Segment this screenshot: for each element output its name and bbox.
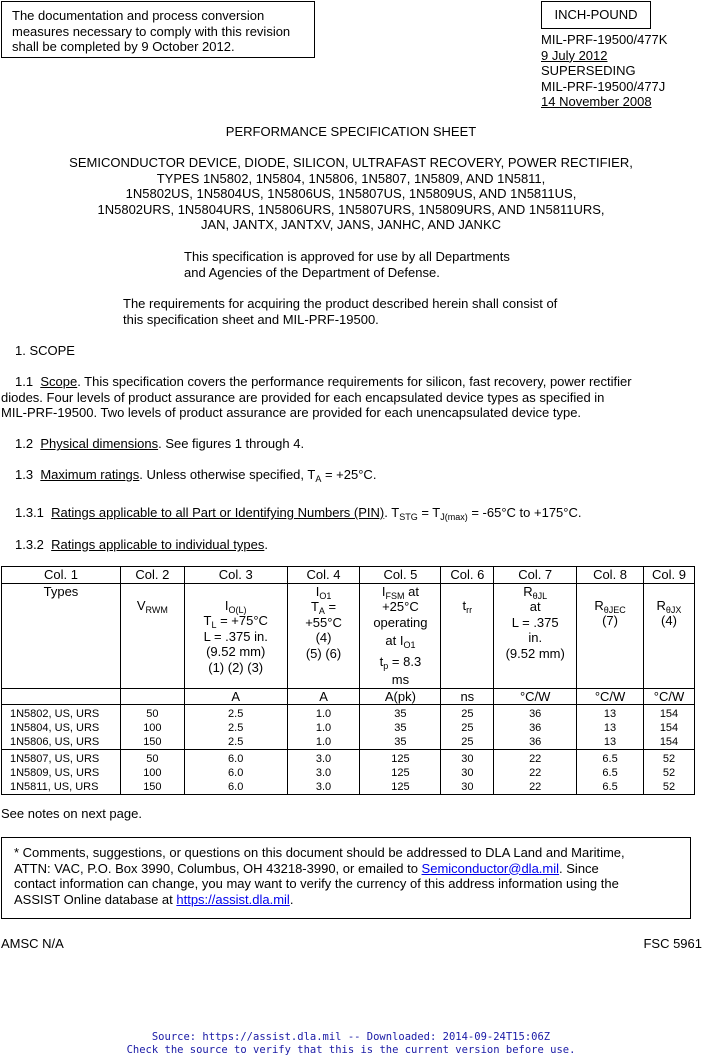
comments-text: . Since — [559, 860, 599, 876]
cell-value: 1.0 — [315, 722, 332, 734]
column-header-row — [2, 567, 695, 584]
device-title-line: 1N5802URS, 1N5804URS, 1N5806URS, 1N5807URS, 1N5809URS, AND 1N5811URS, — [97, 201, 605, 217]
rjx-cell — [643, 705, 694, 750]
comments-text: ATTN: VAC, P.O. Box 3990, Columbus, OH 43218-3990, or emailed to — [14, 860, 422, 876]
notice-line: The documentation and process conversion — [12, 8, 265, 23]
subscript: A — [315, 474, 322, 484]
type-value: 1N5807, US, URS — [10, 753, 100, 765]
cell-value: 3.0 — [315, 781, 332, 793]
comments-line: * Comments, suggestions, or questions on this document should be addressed to DLA Land and Maritime, — [14, 845, 625, 860]
ifsm-header: $I_{FSM}$ at +25°C operating at $I_{O1}$ $t_p = 8.3$ ms — [360, 583, 441, 688]
notice-line: measures necessary to comply with this revision — [12, 23, 291, 39]
io-l-cell — [184, 750, 287, 795]
section-number: 1.3.2 — [15, 537, 44, 552]
cell-value: 30 — [461, 767, 474, 779]
section-text: . T — [384, 505, 400, 520]
cell-value: 35 — [394, 722, 407, 734]
superseded-number: MIL-PRF-19500/477J — [541, 78, 666, 94]
io1-cell — [287, 750, 360, 795]
section-text: . This specification covers the performance requirements for silicon, fast recovery, power rectifier — [77, 374, 632, 389]
doc-number: MIL-PRF-19500/477K — [541, 32, 668, 47]
vrwm-cell — [120, 705, 184, 750]
type-value: 1N5811, US, URS — [10, 781, 99, 793]
scope-heading: 1. SCOPE — [15, 343, 75, 358]
section-1-3-1 — [15, 505, 581, 521]
rjec-cell — [577, 705, 644, 750]
unit-cell: °C/W — [643, 688, 694, 705]
section-text: MIL-PRF-19500. Two levels of product assurance are provided for each unencapsulated device type. — [1, 405, 582, 420]
cell-value: 25 — [461, 736, 474, 748]
footer-check-line: Check the source to verify that this is the current version before use. — [126, 1044, 576, 1056]
cell-value: 52 — [662, 767, 676, 779]
footer-source-line: Source: https://assist.dla.mil -- Downloaded: 2014-09-24T15:06Z — [151, 1031, 551, 1043]
section-1-3 — [15, 467, 376, 483]
section-title: Ratings applicable to all Part or Identifying Numbers (PIN) — [51, 505, 385, 520]
cell-value: 22 — [529, 767, 542, 779]
cell-value: 22 — [529, 753, 542, 765]
cell-value: 13 — [603, 722, 617, 734]
unit-cell — [120, 688, 184, 705]
cell-value: 52 — [662, 781, 676, 793]
section-1-1 — [1, 374, 699, 421]
table-row-group — [2, 750, 695, 795]
device-title-line: TYPES 1N5802, 1N5804, 1N5806, 1N5807, 1N5809, AND 1N5811, — [156, 170, 546, 186]
cell-value: 36 — [529, 736, 542, 748]
cell-value: 50 — [146, 708, 159, 720]
cell-value: 3.0 — [315, 753, 332, 765]
section-number: 1.3.1 — [15, 505, 44, 520]
cell-value: 6.0 — [228, 781, 244, 793]
section-text: = -65°C to +175°C. — [467, 505, 582, 520]
cell-value: 35 — [394, 736, 407, 748]
types-header — [2, 583, 121, 688]
section-1-2 — [15, 436, 304, 452]
cell-value: 6.0 — [228, 767, 244, 779]
cell-value: 100 — [143, 722, 162, 734]
column-header: Col. 3 — [184, 567, 287, 584]
inch-pound-label: INCH-POUND — [541, 1, 651, 29]
section-text: = +25°C. — [321, 467, 377, 482]
section-text: . See figures 1 through 4. — [158, 436, 305, 451]
section-number: 1.3 — [15, 467, 34, 482]
comments-box — [1, 837, 691, 919]
subscript: J(max) — [440, 512, 468, 522]
io-l-header: $I_{O(L)}$ $T_L = +75^\circ C$ L = .375 in. (9.52 mm) (1) (2) (3) — [184, 583, 287, 688]
comments-line — [14, 892, 678, 908]
ifsm-cell — [360, 750, 441, 795]
cell-value: 36 — [529, 708, 542, 720]
cell-value: 1.0 — [315, 708, 332, 720]
section-number: 1.2 — [15, 436, 34, 451]
cell-value: 150 — [143, 736, 162, 748]
section-number: 1.1 — [15, 374, 34, 389]
superseding-label: SUPERSEDING — [541, 63, 636, 78]
type-value: 1N5802, US, URS — [10, 708, 100, 720]
cell-value: 6.5 — [602, 781, 618, 793]
section-text: diodes. Four levels of product assurance are provided for each encapsulated device types as specified in — [1, 389, 605, 405]
section-title: Scope — [40, 374, 78, 389]
type-value: 1N5804, US, URS — [10, 722, 100, 734]
section-text: . Unless otherwise specified, T — [139, 467, 316, 482]
cell-value: 3.0 — [315, 767, 332, 779]
cell-value: 13 — [603, 736, 617, 748]
approval-line: and Agencies of the Department of Defense. — [184, 264, 440, 280]
rjec-header: $R_{\theta JEC}$ (7) — [577, 583, 644, 688]
cell-value: 30 — [461, 781, 474, 793]
cell-value: 52 — [662, 753, 676, 765]
cell-value: 150 — [143, 781, 162, 793]
rjec-cell — [577, 750, 644, 795]
section-title: Maximum ratings — [40, 467, 140, 482]
column-header: Col. 6 — [441, 567, 494, 584]
unit-cell: A(pk) — [360, 688, 441, 705]
device-title-line: SEMICONDUCTOR DEVICE, DIODE, SILICON, ULTRAFAST RECOVERY, POWER RECTIFIER, — [69, 155, 633, 170]
cell-value: 22 — [529, 781, 542, 793]
amsc-label: AMSC N/A — [1, 936, 64, 951]
table-row-group — [2, 705, 695, 750]
ifsm-cell — [360, 705, 441, 750]
see-notes: See notes on next page. — [1, 806, 142, 821]
type-value: 1N5806, US, URS — [10, 736, 100, 748]
section-text: . — [264, 537, 268, 552]
rjx-header: $R_{\theta JX}$ (4) — [643, 583, 694, 688]
column-header: Col. 4 — [287, 567, 360, 584]
column-header: Col. 2 — [120, 567, 184, 584]
cell-value: 35 — [394, 708, 407, 720]
unit-cell: A — [287, 688, 360, 705]
comments-line — [14, 861, 678, 877]
cell-value: 1.0 — [315, 736, 332, 748]
unit-cell: ns — [441, 688, 494, 705]
doc-date: 9 July 2012 — [541, 47, 608, 63]
rjl-cell — [494, 705, 577, 750]
types-label: Types — [43, 583, 79, 599]
section-1-3-2 — [15, 537, 268, 553]
rjx-cell — [643, 750, 694, 795]
cell-value: 6.5 — [602, 753, 618, 765]
parameter-header-row — [2, 583, 695, 688]
assist-link[interactable]: https://assist.dla.mil — [176, 891, 290, 907]
cell-value: 154 — [659, 708, 679, 720]
trr-cell — [441, 705, 494, 750]
cell-value: 125 — [391, 767, 410, 779]
cell-value: 2.5 — [228, 722, 244, 734]
cell-value: 154 — [659, 736, 679, 748]
section-title: Physical dimensions — [40, 436, 159, 451]
units-row — [2, 688, 695, 705]
column-header: Col. 1 — [2, 567, 121, 584]
sheet-title: PERFORMANCE SPECIFICATION SHEET — [225, 124, 477, 139]
revision-notice-box — [1, 1, 315, 58]
comments-line: contact information can change, you may want to verify the currency of this address information using the — [14, 876, 619, 891]
cell-value: 25 — [461, 722, 474, 734]
cell-value: 6.0 — [228, 753, 244, 765]
device-title-line: 1N5802US, 1N5804US, 1N5806US, 1N5807US, 1N5809US, AND 1N5811US, — [125, 186, 577, 201]
approval-statement — [184, 249, 510, 280]
email-link[interactable]: Semiconductor@dla.mil — [421, 860, 560, 876]
cell-value: 2.5 — [228, 708, 244, 720]
cell-value: 30 — [461, 753, 474, 765]
document-identifier — [541, 32, 667, 110]
cell-value: 125 — [391, 781, 410, 793]
subscript: STG — [399, 512, 418, 522]
cell-value: 25 — [461, 708, 474, 720]
rjl-cell — [494, 750, 577, 795]
device-title-line: JAN, JANTX, JANTXV, JANS, JANHC, AND JANKC — [200, 217, 502, 232]
column-header: Col. 5 — [360, 567, 441, 584]
notice-line: shall be completed by 9 October 2012. — [12, 39, 235, 54]
cell-value: 125 — [391, 753, 410, 765]
cell-value: 6.5 — [602, 767, 618, 779]
download-footer — [0, 1031, 702, 1057]
fsc-label: FSC 5961 — [643, 936, 702, 951]
types-cell — [2, 750, 121, 795]
section-text: = T — [417, 505, 441, 520]
unit-cell — [2, 688, 121, 705]
requirements-line: this specification sheet and MIL-PRF-19500. — [123, 311, 379, 327]
device-title — [0, 155, 702, 233]
io1-cell — [287, 705, 360, 750]
unit-cell: °C/W — [494, 688, 577, 705]
unit-cell: A — [184, 688, 287, 705]
superseded-date: 14 November 2008 — [541, 94, 652, 109]
section-title: Ratings applicable to individual types — [51, 537, 265, 552]
type-value: 1N5809, US, URS — [10, 767, 100, 779]
trr-cell — [441, 750, 494, 795]
types-cell — [2, 705, 121, 750]
io1-header: $I_{O1}$ $T_A$ = +55°C (4) (5) (6) — [287, 583, 360, 688]
trr-header: $t_{rr}$ — [441, 583, 494, 688]
cell-value: 50 — [146, 753, 159, 765]
vrwm-cell — [120, 750, 184, 795]
cell-value: 100 — [143, 767, 162, 779]
cell-value: 13 — [603, 708, 617, 720]
cell-value: 36 — [529, 722, 542, 734]
approval-line: This specification is approved for use by all Departments — [184, 249, 510, 264]
column-header: Col. 8 — [577, 567, 644, 584]
io-l-cell — [184, 705, 287, 750]
requirements-line: The requirements for acquiring the product described herein shall consist of — [123, 296, 558, 311]
requirements-statement — [123, 296, 557, 327]
unit-cell: °C/W — [577, 688, 644, 705]
rjl-header: $R_{\theta JL}$ at L = .375 in. (9.52 mm) — [494, 583, 577, 688]
column-header: Col. 7 — [494, 567, 577, 584]
vrwm-header: $V_{RWM}$ — [120, 583, 184, 688]
cell-value: 154 — [659, 722, 679, 734]
comments-text: . — [289, 891, 294, 907]
cell-value: 2.5 — [228, 736, 244, 748]
column-header: Col. 9 — [643, 567, 694, 584]
ratings-table — [1, 566, 695, 795]
comments-text: ASSIST Online database at — [14, 891, 177, 907]
